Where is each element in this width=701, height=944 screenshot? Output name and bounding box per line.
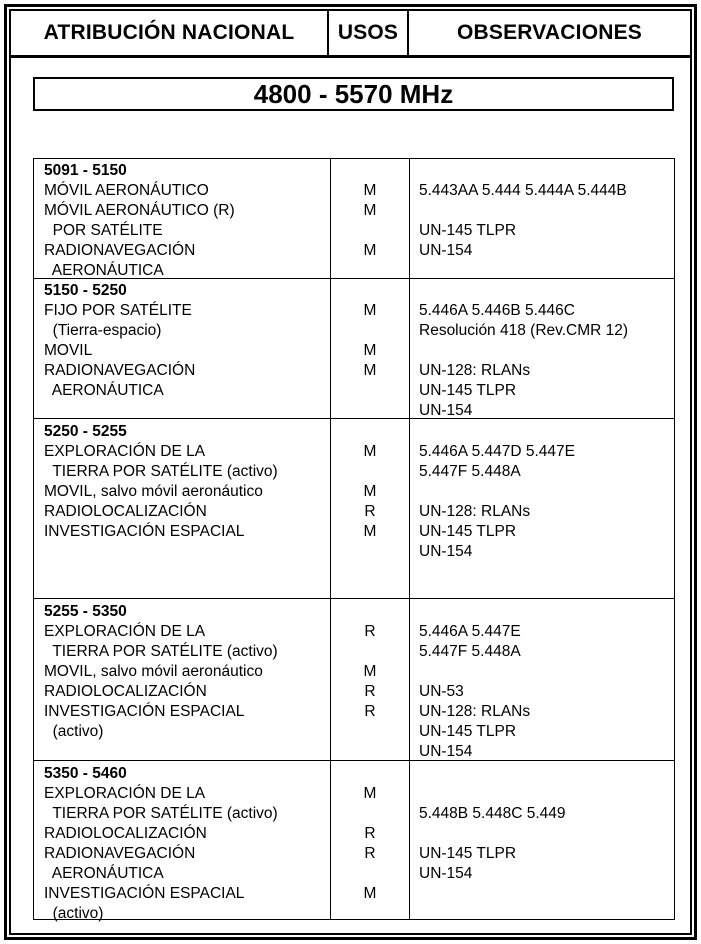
allocation-service: (Tierra-espacio) <box>44 322 162 339</box>
allocation-service: MOVIL, salvo móvil aeronáutico <box>44 663 263 680</box>
allocation-service: RADIOLOCALIZACIÓN <box>44 825 207 842</box>
allocation-service: (activo) <box>44 723 104 740</box>
usage-code: R <box>364 623 376 640</box>
allocation-section <box>34 599 674 761</box>
allocation-row <box>34 341 674 361</box>
observation-text: 5.448B 5.448C 5.449 <box>419 805 566 822</box>
allocation-row <box>34 261 674 281</box>
observation-text: 5.446A 5.447D 5.447E <box>419 443 575 460</box>
observation-text: UN-145 TLPR <box>419 845 517 862</box>
header-national-allocation: ATRIBUCIÓN NACIONAL <box>11 11 329 55</box>
band-range-row <box>34 281 674 301</box>
allocation-section <box>34 279 674 419</box>
observation-text: UN-154 <box>419 865 473 882</box>
allocation-row <box>34 221 674 241</box>
allocation-row <box>34 702 674 722</box>
allocation-service: RADIONAVEGACIÓN <box>44 362 196 379</box>
allocation-service: MOVIL, salvo móvil aeronáutico <box>44 483 263 500</box>
allocation-row <box>34 381 674 401</box>
usage-code: R <box>364 683 376 700</box>
allocation-service: TIERRA POR SATÉLITE (activo) <box>44 463 278 480</box>
usage-code: R <box>364 845 376 862</box>
observation-text: UN-145 TLPR <box>419 382 517 399</box>
frequency-band-title: 4800 - 5570 MHz <box>33 77 674 111</box>
usage-code: M <box>363 785 377 802</box>
usage-code: M <box>363 443 377 460</box>
allocation-service: RADIOLOCALIZACIÓN <box>44 503 207 520</box>
allocation-section <box>34 761 674 921</box>
allocation-row <box>34 784 674 804</box>
allocation-service: RADIONAVEGACIÓN <box>44 242 196 259</box>
observation-text: UN-154 <box>419 543 473 560</box>
band-range-label: 5255 - 5350 <box>44 603 127 620</box>
header-uses: USOS <box>329 11 409 55</box>
allocation-row <box>34 662 674 682</box>
band-range-row <box>34 161 674 181</box>
observation-text: UN-128: RLANs <box>419 703 531 720</box>
usage-code: M <box>363 202 377 219</box>
allocation-service: TIERRA POR SATÉLITE (activo) <box>44 805 278 822</box>
band-range-label: 5150 - 5250 <box>44 282 127 299</box>
observation-text: UN-128: RLANs <box>419 362 531 379</box>
usage-code: M <box>363 362 377 379</box>
allocation-row <box>34 401 674 421</box>
usage-code: R <box>364 703 376 720</box>
observation-text: 5.447F 5.448A <box>419 463 521 480</box>
allocation-row <box>34 722 674 742</box>
allocation-row <box>34 864 674 884</box>
band-range-row <box>34 764 674 784</box>
allocation-service: EXPLORACIÓN DE LA <box>44 623 206 640</box>
allocation-service: MOVIL <box>44 342 93 359</box>
allocation-service: EXPLORACIÓN DE LA <box>44 785 206 802</box>
observation-text: 5.446A 5.447E <box>419 623 521 640</box>
usage-code: M <box>363 663 377 680</box>
table-header <box>11 11 690 58</box>
allocation-service: INVESTIGACIÓN ESPACIAL <box>44 885 245 902</box>
observation-text: UN-145 TLPR <box>419 523 517 540</box>
allocation-service: RADIOLOCALIZACIÓN <box>44 683 207 700</box>
allocation-table <box>33 158 675 920</box>
allocation-row <box>34 522 674 542</box>
allocation-row <box>34 824 674 844</box>
allocation-row <box>34 642 674 662</box>
allocation-service: INVESTIGACIÓN ESPACIAL <box>44 703 245 720</box>
allocation-row <box>34 742 674 762</box>
usage-code: M <box>363 483 377 500</box>
allocation-row <box>34 682 674 702</box>
allocation-row <box>34 321 674 341</box>
usage-code: M <box>363 342 377 359</box>
band-range-label: 5350 - 5460 <box>44 765 127 782</box>
observation-text: UN-53 <box>419 683 464 700</box>
allocation-row <box>34 844 674 864</box>
observation-text: UN-154 <box>419 242 473 259</box>
allocation-section <box>34 419 674 599</box>
allocation-service: FIJO POR SATÉLITE <box>44 302 192 319</box>
observation-text: 5.446A 5.446B 5.446C <box>419 302 575 319</box>
allocation-row <box>34 502 674 522</box>
allocation-service: INVESTIGACIÓN ESPACIAL <box>44 523 245 540</box>
allocation-row <box>34 361 674 381</box>
band-range-row <box>34 602 674 622</box>
allocation-section <box>34 159 674 279</box>
observation-text: 5.447F 5.448A <box>419 643 521 660</box>
allocation-service: TIERRA POR SATÉLITE (activo) <box>44 643 278 660</box>
allocation-service: MÓVIL AERONÁUTICO <box>44 182 209 199</box>
usage-code: M <box>363 242 377 259</box>
allocation-row <box>34 462 674 482</box>
usage-code: M <box>363 302 377 319</box>
allocation-row <box>34 442 674 462</box>
allocation-service: AERONÁUTICA <box>44 865 164 882</box>
observation-text: UN-145 TLPR <box>419 222 517 239</box>
allocation-row <box>34 884 674 904</box>
observation-text: Resolución 418 (Rev.CMR 12) <box>419 322 629 339</box>
allocation-row <box>34 181 674 201</box>
allocation-row <box>34 904 674 924</box>
allocation-service: (activo) <box>44 905 104 922</box>
observation-text: UN-128: RLANs <box>419 503 531 520</box>
allocation-service: RADIONAVEGACIÓN <box>44 845 196 862</box>
observation-text: UN-145 TLPR <box>419 723 517 740</box>
allocation-service: AERONÁUTICA <box>44 262 164 279</box>
usage-code: M <box>363 182 377 199</box>
allocation-service: POR SATÉLITE <box>44 222 163 239</box>
header-observations: OBSERVACIONES <box>456 21 643 44</box>
usage-code: M <box>363 523 377 540</box>
band-range-label: 5091 - 5150 <box>44 162 127 179</box>
allocation-row <box>34 804 674 824</box>
allocation-row <box>34 201 674 221</box>
observation-text: 5.443AA 5.444 5.444A 5.444B <box>419 182 627 199</box>
allocation-service: AERONÁUTICA <box>44 382 164 399</box>
usage-code: R <box>364 503 376 520</box>
allocation-row <box>34 241 674 261</box>
observation-text: UN-154 <box>419 402 473 419</box>
band-range-label: 5250 - 5255 <box>44 423 127 440</box>
usage-code: M <box>363 885 377 902</box>
allocation-service: MÓVIL AERONÁUTICO (R) <box>44 202 235 219</box>
usage-code: R <box>364 825 376 842</box>
allocation-service: EXPLORACIÓN DE LA <box>44 443 206 460</box>
allocation-row <box>34 622 674 642</box>
observation-text: UN-154 <box>419 743 473 760</box>
band-range-row <box>34 422 674 442</box>
allocation-row <box>34 542 674 562</box>
allocation-row <box>34 482 674 502</box>
allocation-row <box>34 301 674 321</box>
